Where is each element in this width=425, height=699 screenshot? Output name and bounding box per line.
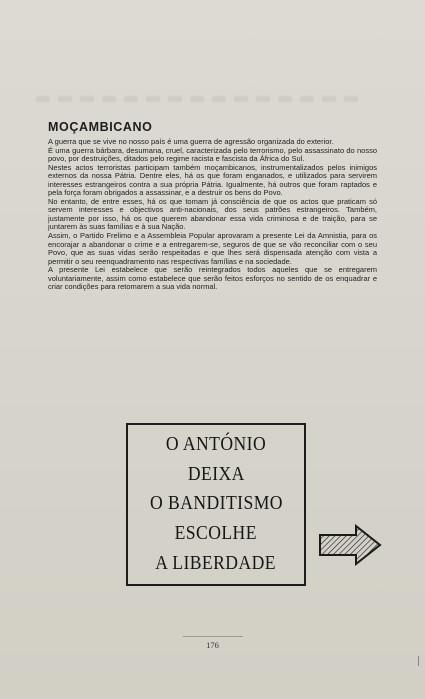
body-text xyxy=(48,138,377,292)
paragraph: Nestes actos terroristas participam também moçambicanos, instrumentalizados pelos inimigos externos da nossa Pátria. Dentre eles, há os que foram enganados, e utilizados para servirem interesses estrangeiros contra a sua própria Pátria. Igualmente, há outros que foram raptados e pela força foram obrigados a assassinar, e a destruir os bens do Povo. xyxy=(48,162,377,198)
paragraph: Assim, o Partido Frelimo e a Assembleia Popular aprovaram a presente Lei da Amnistia, para os encorajar a abandonar o crime e a entregarem-se, seguros de que se vão reconciliar com o seu Povo, que as suas vidas serão respeitadas e que lhes será dispensada atenção com vista a permitir o seu reenquadramento nas respectivas famílias e na sociedade. xyxy=(48,231,377,266)
page-number: 176 xyxy=(206,640,219,650)
slogan-box xyxy=(126,423,306,586)
section-heading: MOÇAMBICANO xyxy=(48,120,153,134)
slogan-line: DEIXA xyxy=(187,462,245,485)
slogan-line: A LIBERDADE xyxy=(155,552,277,575)
edge-mark xyxy=(412,656,419,666)
show-through-text xyxy=(36,96,366,102)
paragraph: A guerra que se vive no nosso país é uma guerra de agressão organizada do exterior. xyxy=(48,137,334,146)
paragraph: A presente Lei estabelece que serão reintegrados todos aqueles que se entregarem voluntariamente, assim como estabelece que serão feitos esforços no sentido de os enquadrar e criar condições para retomarem a sua vida normal. xyxy=(48,265,377,292)
paragraph: No entanto, de entre esses, há os que tomam já consciência de que os actos que praticam só servem interesses e objectivos anti-nacionais, dos seus patrões estrangeiros. Também, justamente por isso, há os que querem abandonar essa vida criminosa e de traição, para se juntarem às suas famílias e à sua Nação. xyxy=(48,196,377,232)
right-arrow-icon xyxy=(318,524,382,566)
paragraph: É uma guerra bárbara, desumana, cruel, caracterizada pelo terrorismo, pelo assassinato do nosso povo, por destruições, ditados pelo regime racista e fascista da África do Sul. xyxy=(48,145,377,164)
slogan-line: O ANTÓNIO xyxy=(165,432,267,455)
page-number-rule xyxy=(183,636,243,637)
slogan-line: ESCOLHE xyxy=(174,522,258,545)
slogan-line: O BANDITISMO xyxy=(149,492,283,515)
